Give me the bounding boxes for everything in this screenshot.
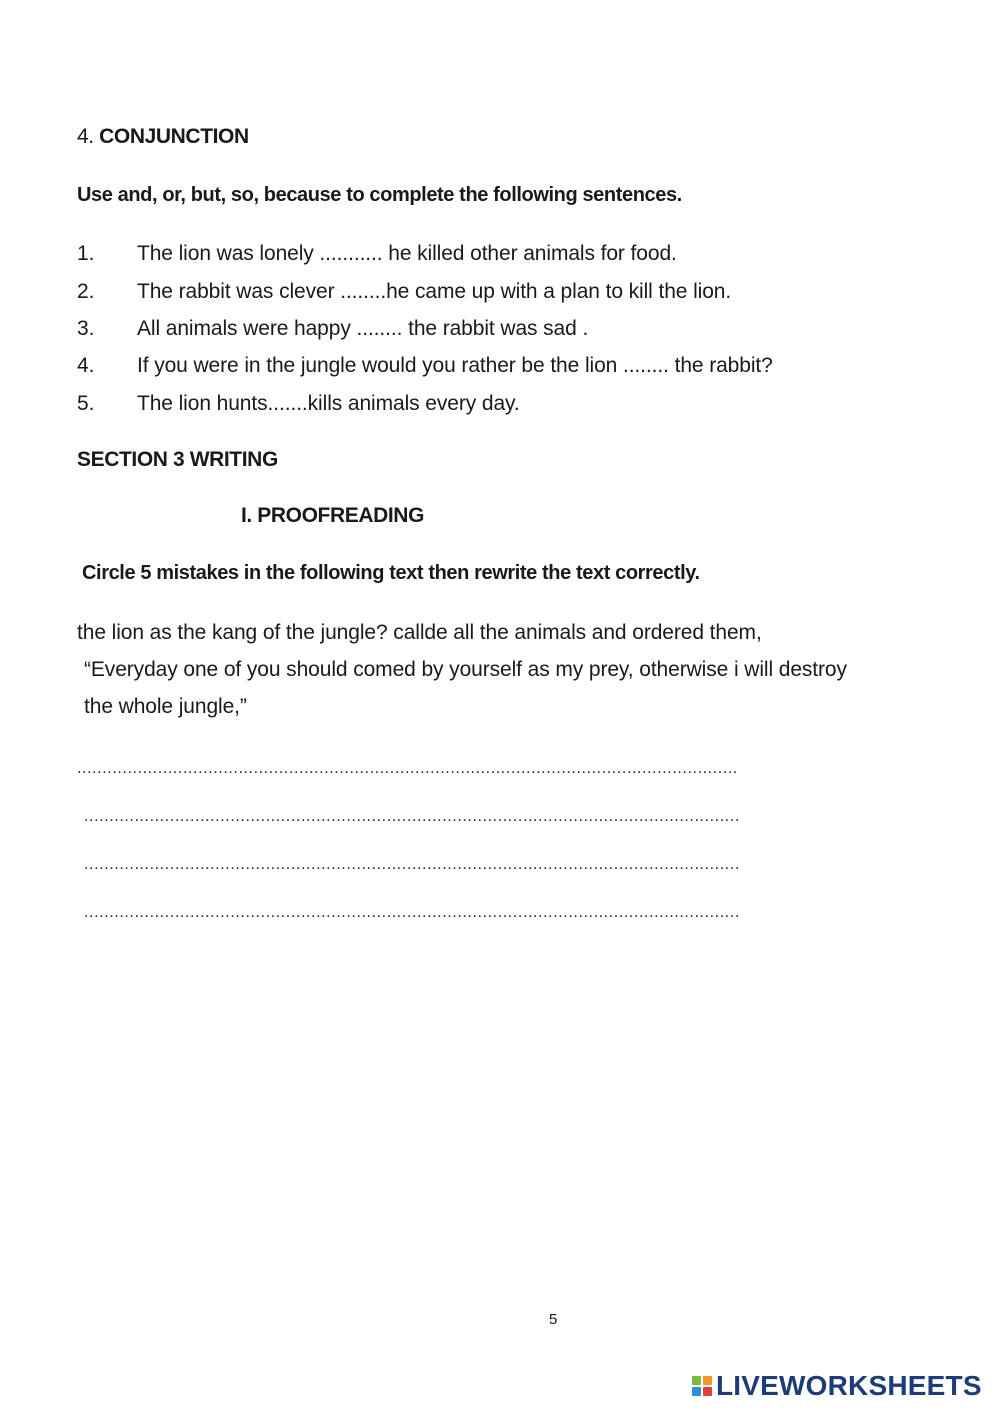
list-item	[77, 317, 588, 341]
logo-square-orange	[703, 1376, 712, 1385]
list-item	[77, 392, 520, 416]
section-number: 4.	[77, 125, 94, 148]
passage-line: the lion as the kang of the jungle? callde all the animals and ordered them,	[77, 621, 762, 644]
item-number: 5.	[77, 392, 95, 415]
item-text: The lion hunts.......kills animals every day.	[137, 392, 520, 415]
answer-line[interactable]: ..................................................................................................................................	[84, 808, 740, 825]
liveworksheets-logo-icon	[692, 1376, 712, 1396]
page-number: 5	[549, 1311, 558, 1328]
brand-name: LIVEWORKSHEETS	[716, 1370, 982, 1401]
answer-line[interactable]: ..................................................................................................................................	[84, 856, 740, 873]
logo-square-blue	[692, 1387, 701, 1396]
item-text: The rabbit was clever ........he came up with a plan to kill the lion.	[137, 280, 732, 303]
logo-square-red	[703, 1387, 712, 1396]
proofreading-heading: I. PROOFREADING	[241, 504, 425, 527]
proofreading-instruction: Circle 5 mistakes in the following text then rewrite the text correctly.	[82, 562, 700, 584]
item-text: If you were in the jungle would you rather be the lion ........ the rabbit?	[137, 354, 773, 377]
conjunction-instruction: Use and, or, but, so, because to complete the following sentences.	[77, 184, 682, 206]
list-item	[77, 242, 677, 266]
section-heading-conjunction	[77, 125, 249, 149]
item-number: 1.	[77, 242, 95, 265]
item-text: All animals were happy ........ the rabbit was sad .	[137, 317, 589, 340]
list-item	[77, 354, 773, 378]
passage-line: “Everyday one of you should comed by yourself as my prey, otherwise i will destroy	[84, 658, 847, 681]
item-number: 3.	[77, 317, 95, 340]
item-text: The lion was lonely ........... he killed other animals for food.	[137, 242, 677, 265]
logo-square-green	[692, 1376, 701, 1385]
list-item	[77, 280, 731, 304]
item-number: 4.	[77, 354, 95, 377]
passage-line: the whole jungle,”	[84, 695, 247, 718]
section-heading-writing: SECTION 3 WRITING	[77, 448, 278, 471]
section-title: CONJUNCTION	[99, 125, 249, 148]
item-number: 2.	[77, 280, 95, 303]
liveworksheets-brand	[692, 1370, 982, 1402]
answer-line[interactable]: ..................................................................................................................................	[84, 904, 740, 921]
answer-line[interactable]: ...................................................................................................................................	[77, 760, 738, 777]
